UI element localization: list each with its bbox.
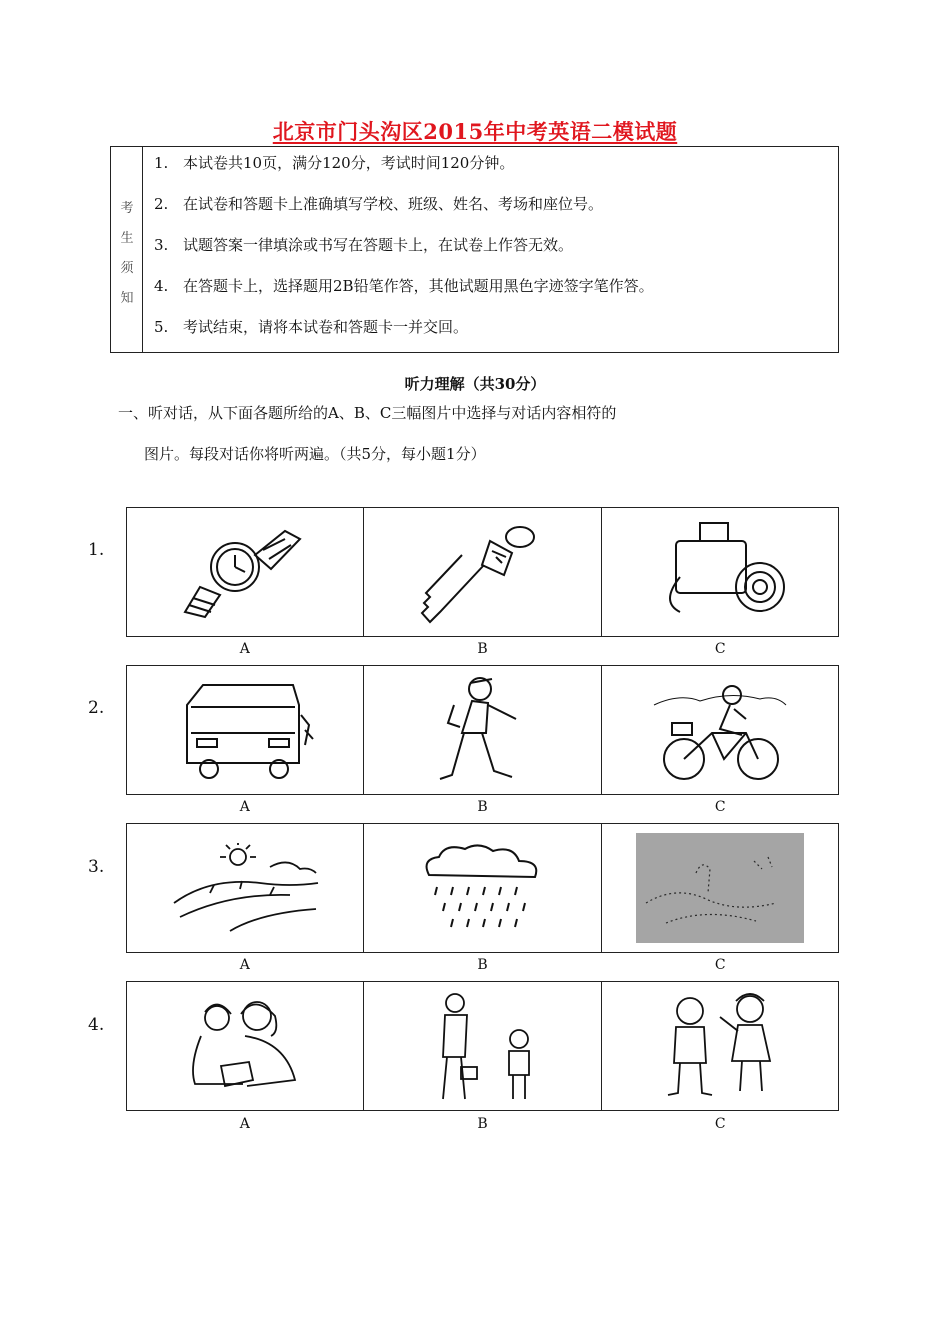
rule-number: 1.	[154, 154, 169, 172]
option-label-a: A	[239, 641, 250, 657]
rule-number: 5.	[154, 318, 169, 336]
walking-boy-icon	[412, 675, 552, 785]
picture-option-a[interactable]	[127, 508, 364, 636]
option-label-c: C	[714, 1116, 726, 1132]
rule-number: 2.	[154, 195, 169, 213]
question-picture-row	[126, 823, 839, 953]
picture-option-c[interactable]	[602, 508, 838, 636]
option-labels	[126, 1116, 839, 1132]
option-label-a: A	[239, 799, 250, 815]
exam-notice-box	[110, 146, 839, 353]
notice-rule	[154, 193, 603, 214]
grey-scene-icon	[636, 833, 804, 943]
option-label-b: B	[477, 1116, 488, 1132]
boy-girl-talking-icon	[650, 991, 790, 1101]
picture-option-a[interactable]	[127, 982, 364, 1110]
picture-option-c[interactable]	[602, 666, 838, 794]
option-label-b: B	[477, 641, 488, 657]
rule-text: 考试结束，请将本试卷和答题卡一并交回。	[183, 318, 469, 336]
question-number: 3.	[88, 857, 105, 877]
question-picture-row	[126, 507, 839, 637]
section-instruction-cont: 图片。每段对话你将听两遍。（共5分，每小题1分）	[144, 445, 486, 463]
notice-side-label	[111, 147, 143, 352]
rain-cloud-icon	[417, 843, 547, 933]
picture-option-b[interactable]	[364, 666, 601, 794]
notice-rule	[154, 275, 654, 296]
picture-option-c[interactable]	[602, 824, 838, 952]
option-label-c: C	[714, 957, 726, 973]
option-label-c: C	[714, 799, 726, 815]
notice-side-char: 须	[120, 261, 134, 276]
key-icon	[412, 517, 552, 627]
notice-rule	[154, 234, 573, 255]
mother-daughter-reading-icon	[175, 996, 315, 1096]
camera-icon	[650, 517, 790, 627]
question-number: 1.	[88, 540, 105, 560]
option-label-b: B	[477, 799, 488, 815]
question-picture-row	[126, 981, 839, 1111]
notice-rule	[154, 316, 468, 337]
picture-option-b[interactable]	[364, 508, 601, 636]
section-instruction: 一、听对话，从下面各题所给的A、B、C三幅图片中选择与对话内容相符的	[118, 404, 617, 422]
rule-text: 在答题卡上，选择题用2B铅笔作答，其他试题用黑色字迹签字笔作答。	[183, 277, 654, 295]
rule-text: 试题答案一律填涂或书写在答题卡上，在试卷上作答无效。	[183, 236, 574, 254]
question-number: 4.	[88, 1015, 105, 1035]
option-labels	[126, 641, 839, 657]
wristwatch-icon	[175, 517, 315, 627]
option-label-a: A	[239, 1116, 250, 1132]
rule-number: 4.	[154, 277, 169, 295]
question-picture-row	[126, 665, 839, 795]
option-label-c: C	[714, 641, 726, 657]
picture-option-c[interactable]	[602, 982, 838, 1110]
picture-option-a[interactable]	[127, 824, 364, 952]
rule-text: 在试卷和答题卡上准确填写学校、班级、姓名、考场和座位号。	[183, 195, 604, 213]
father-son-icon	[417, 991, 547, 1101]
option-label-a: A	[239, 957, 250, 973]
picture-option-a[interactable]	[127, 666, 364, 794]
rule-text: 本试卷共10页，满分120分，考试时间120分钟。	[183, 154, 515, 172]
option-label-b: B	[477, 957, 488, 973]
notice-side-char: 考	[120, 201, 134, 216]
question-number: 2.	[88, 698, 105, 718]
notice-rule	[154, 152, 514, 173]
option-labels	[126, 957, 839, 973]
bus-icon	[175, 675, 315, 785]
notice-side-char: 生	[120, 231, 134, 246]
picture-option-b[interactable]	[364, 982, 601, 1110]
option-labels	[126, 799, 839, 815]
section-title: 听力理解（共30分）	[404, 375, 546, 393]
rule-number: 3.	[154, 236, 169, 254]
notice-side-char: 知	[120, 291, 134, 306]
page-title: 北京市门头沟区2015年中考英语二模试题	[272, 119, 678, 144]
sunny-field-icon	[170, 843, 320, 933]
picture-option-b[interactable]	[364, 824, 601, 952]
cyclist-icon	[650, 675, 790, 785]
